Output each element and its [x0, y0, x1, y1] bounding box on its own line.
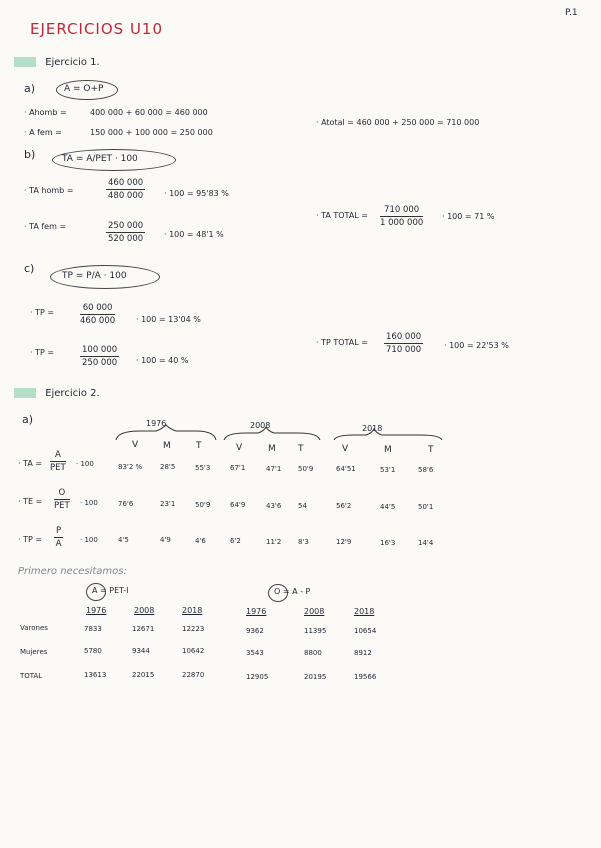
- ex1-a-label: a): [24, 82, 36, 95]
- table-cell: 9362: [246, 627, 264, 635]
- exercise-1-heading: Ejercicio 1.: [14, 57, 100, 68]
- ex1-a-total: · Atotal = 460 000 + 250 000 = 710 000: [316, 118, 480, 127]
- row-label-total: TOTAL: [20, 672, 43, 680]
- ex1-c-men-result: · 100 = 13'04 %: [136, 315, 201, 324]
- rate-value-cell: 50'1: [418, 503, 434, 512]
- rate-value-cell: 64'9: [230, 501, 246, 510]
- rate-value-cell: 67'1: [230, 464, 246, 473]
- table-cell: 12671: [132, 625, 155, 633]
- rate-value-cell: 11'2: [266, 537, 282, 546]
- rate-value-cell: 28'5: [160, 463, 176, 472]
- rate-row-ta-label: · TA =: [18, 459, 43, 468]
- rate-value-cell: 23'1: [160, 500, 176, 509]
- left-table-formula: A = PET-I: [92, 586, 129, 595]
- rate-value-cell: 6'2: [230, 537, 241, 546]
- rate-row-te-fraction: [54, 488, 70, 511]
- denominator: 520 000: [108, 234, 144, 244]
- rate-row-ta-tail: · 100: [76, 460, 94, 468]
- ex1-b-total-label: · TA TOTAL =: [316, 211, 368, 220]
- rate-row-te-label: · TE =: [18, 497, 43, 506]
- rate-value-cell: 12'9: [336, 538, 352, 547]
- col-t-1976: T: [196, 441, 202, 451]
- numerator: 710 000: [380, 205, 423, 217]
- table-cell: 20195: [304, 673, 327, 681]
- exercise-2-heading: Ejercicio 2.: [14, 388, 100, 399]
- rate-value-cell: 55'3: [195, 463, 211, 472]
- row-label-mujeres: Mujeres: [20, 648, 48, 656]
- table-cell: 22015: [132, 671, 155, 679]
- rate-value-cell: 58'6: [418, 466, 434, 475]
- col-t-2018: T: [428, 445, 434, 455]
- ex2-note: Primero necesitamos:: [18, 566, 127, 577]
- ex1-c-men-label: · TP =: [30, 308, 55, 317]
- denominator: 1 000 000: [380, 218, 424, 228]
- col-v-2018: V: [342, 444, 349, 454]
- row-label-varones: Varones: [20, 624, 48, 632]
- rate-value-cell: 50'9: [195, 500, 211, 509]
- rate-value-cell: 47'1: [266, 464, 282, 473]
- ex1-c-women-label: · TP =: [30, 348, 55, 357]
- ex1-a-men-eq: 400 000 + 60 000 = 460 000: [90, 108, 208, 117]
- ex1-c-women-result: · 100 = 40 %: [136, 356, 189, 365]
- col-m-2008: M: [268, 444, 276, 454]
- rate-value-cell: 4'6: [195, 536, 206, 545]
- rate-value-cell: 44'5: [380, 502, 396, 511]
- rate-value-cell: 16'3: [380, 538, 396, 547]
- year-header-1976: 1976: [146, 419, 167, 428]
- numerator: 100 000: [82, 345, 118, 355]
- left-year-2008: 2008: [134, 606, 155, 615]
- table-cell: 12223: [182, 625, 205, 633]
- col-v-1976: V: [132, 440, 139, 450]
- rate-value-cell: 56'2: [336, 502, 352, 511]
- table-cell: 11395: [304, 627, 327, 635]
- table-cell: 5780: [84, 647, 102, 655]
- right-year-2008: 2008: [304, 607, 325, 616]
- table-cell: 9344: [132, 647, 150, 655]
- rate-row-tp-label: · TP =: [18, 535, 43, 544]
- table-cell: 10642: [182, 647, 205, 655]
- table-cell: 19566: [354, 673, 377, 681]
- page-title: EJERCICIOS U10: [30, 20, 164, 38]
- ex1-c-formula: TP = P/A · 100: [62, 271, 127, 281]
- right-year-2018: 2018: [354, 607, 375, 616]
- col-t-2008: T: [298, 444, 304, 454]
- denominator: PET: [50, 463, 66, 473]
- ex1-c-total-result: · 100 = 22'53 %: [444, 341, 509, 350]
- table-cell: 8912: [354, 649, 372, 657]
- ex1-b-men-label: · TA homb =: [24, 186, 74, 195]
- ex1-b-women-label: · TA fem =: [24, 222, 67, 231]
- rate-row-tp-tail: · 100: [80, 536, 98, 544]
- denominator: 480 000: [108, 191, 144, 201]
- right-year-1976: 1976: [246, 607, 267, 616]
- rate-row-tp-fraction: [54, 526, 63, 549]
- col-m-1976: M: [163, 441, 171, 451]
- ex1-b-label: b): [24, 148, 36, 161]
- left-year-1976: 1976: [86, 606, 107, 615]
- numerator: 60 000: [80, 303, 115, 315]
- numerator: 160 000: [386, 332, 422, 342]
- ex1-b-total-result: · 100 = 71 %: [442, 212, 495, 221]
- denominator: A: [55, 539, 62, 549]
- year-header-2018: 2018: [362, 424, 383, 433]
- ex1-a-men-label: · Ahomb =: [24, 108, 67, 117]
- table-cell: 12905: [246, 673, 269, 681]
- rate-value-cell: 4'9: [160, 536, 171, 545]
- rate-value-cell: 8'3: [298, 538, 309, 546]
- numerator: 460 000: [108, 178, 144, 188]
- rate-value-cell: 4'5: [118, 536, 129, 544]
- table-cell: 10654: [354, 627, 377, 635]
- table-cell: 8800: [304, 649, 322, 657]
- table-cell: 22870: [182, 671, 205, 679]
- ex1-b-women-result: · 100 = 48'1 %: [164, 230, 224, 239]
- numerator: P: [56, 526, 62, 536]
- col-m-2018: M: [384, 445, 392, 455]
- ex1-a-women-eq: 150 000 + 100 000 = 250 000: [90, 128, 213, 137]
- numerator: A: [50, 450, 66, 462]
- rate-value-cell: 54: [298, 502, 307, 510]
- ex2-a-label: a): [22, 413, 34, 426]
- year-header-2008: 2008: [250, 421, 271, 430]
- denominator: 460 000: [80, 316, 116, 326]
- numerator: 250 000: [108, 221, 144, 231]
- ex1-a-formula: A = O+P: [64, 84, 104, 94]
- denominator: 250 000: [82, 358, 118, 368]
- table-cell: 3543: [246, 649, 264, 657]
- rate-value-cell: 43'6: [266, 501, 282, 510]
- right-table-formula: O = A - P: [274, 587, 311, 596]
- ex1-b-formula: TA = A/PET · 100: [62, 154, 138, 164]
- left-year-2018: 2018: [182, 606, 203, 615]
- rate-value-cell: 64'51: [336, 465, 356, 474]
- rate-row-ta-fraction: [50, 450, 66, 473]
- rate-value-cell: 14'4: [418, 539, 434, 548]
- numerator: O: [54, 488, 70, 500]
- ex1-b-men-result: · 100 = 95'83 %: [164, 189, 229, 198]
- ex1-a-women-label: · A fem =: [24, 128, 62, 137]
- denominator: PET: [54, 501, 70, 511]
- ex1-c-label: c): [24, 262, 35, 275]
- rate-value-cell: 53'1: [380, 465, 396, 474]
- page-number: P.1: [565, 8, 578, 18]
- ex1-c-total-label: · TP TOTAL =: [316, 338, 368, 347]
- rate-value-cell: 83'2 %: [118, 463, 143, 471]
- table-cell: 13613: [84, 671, 107, 679]
- rate-row-te-tail: · 100: [80, 499, 98, 507]
- table-cell: 7833: [84, 625, 102, 633]
- rate-value-cell: 76'6: [118, 500, 134, 508]
- rate-value-cell: 50'9: [298, 465, 314, 473]
- denominator: 710 000: [386, 345, 422, 355]
- col-v-2008: V: [236, 443, 243, 453]
